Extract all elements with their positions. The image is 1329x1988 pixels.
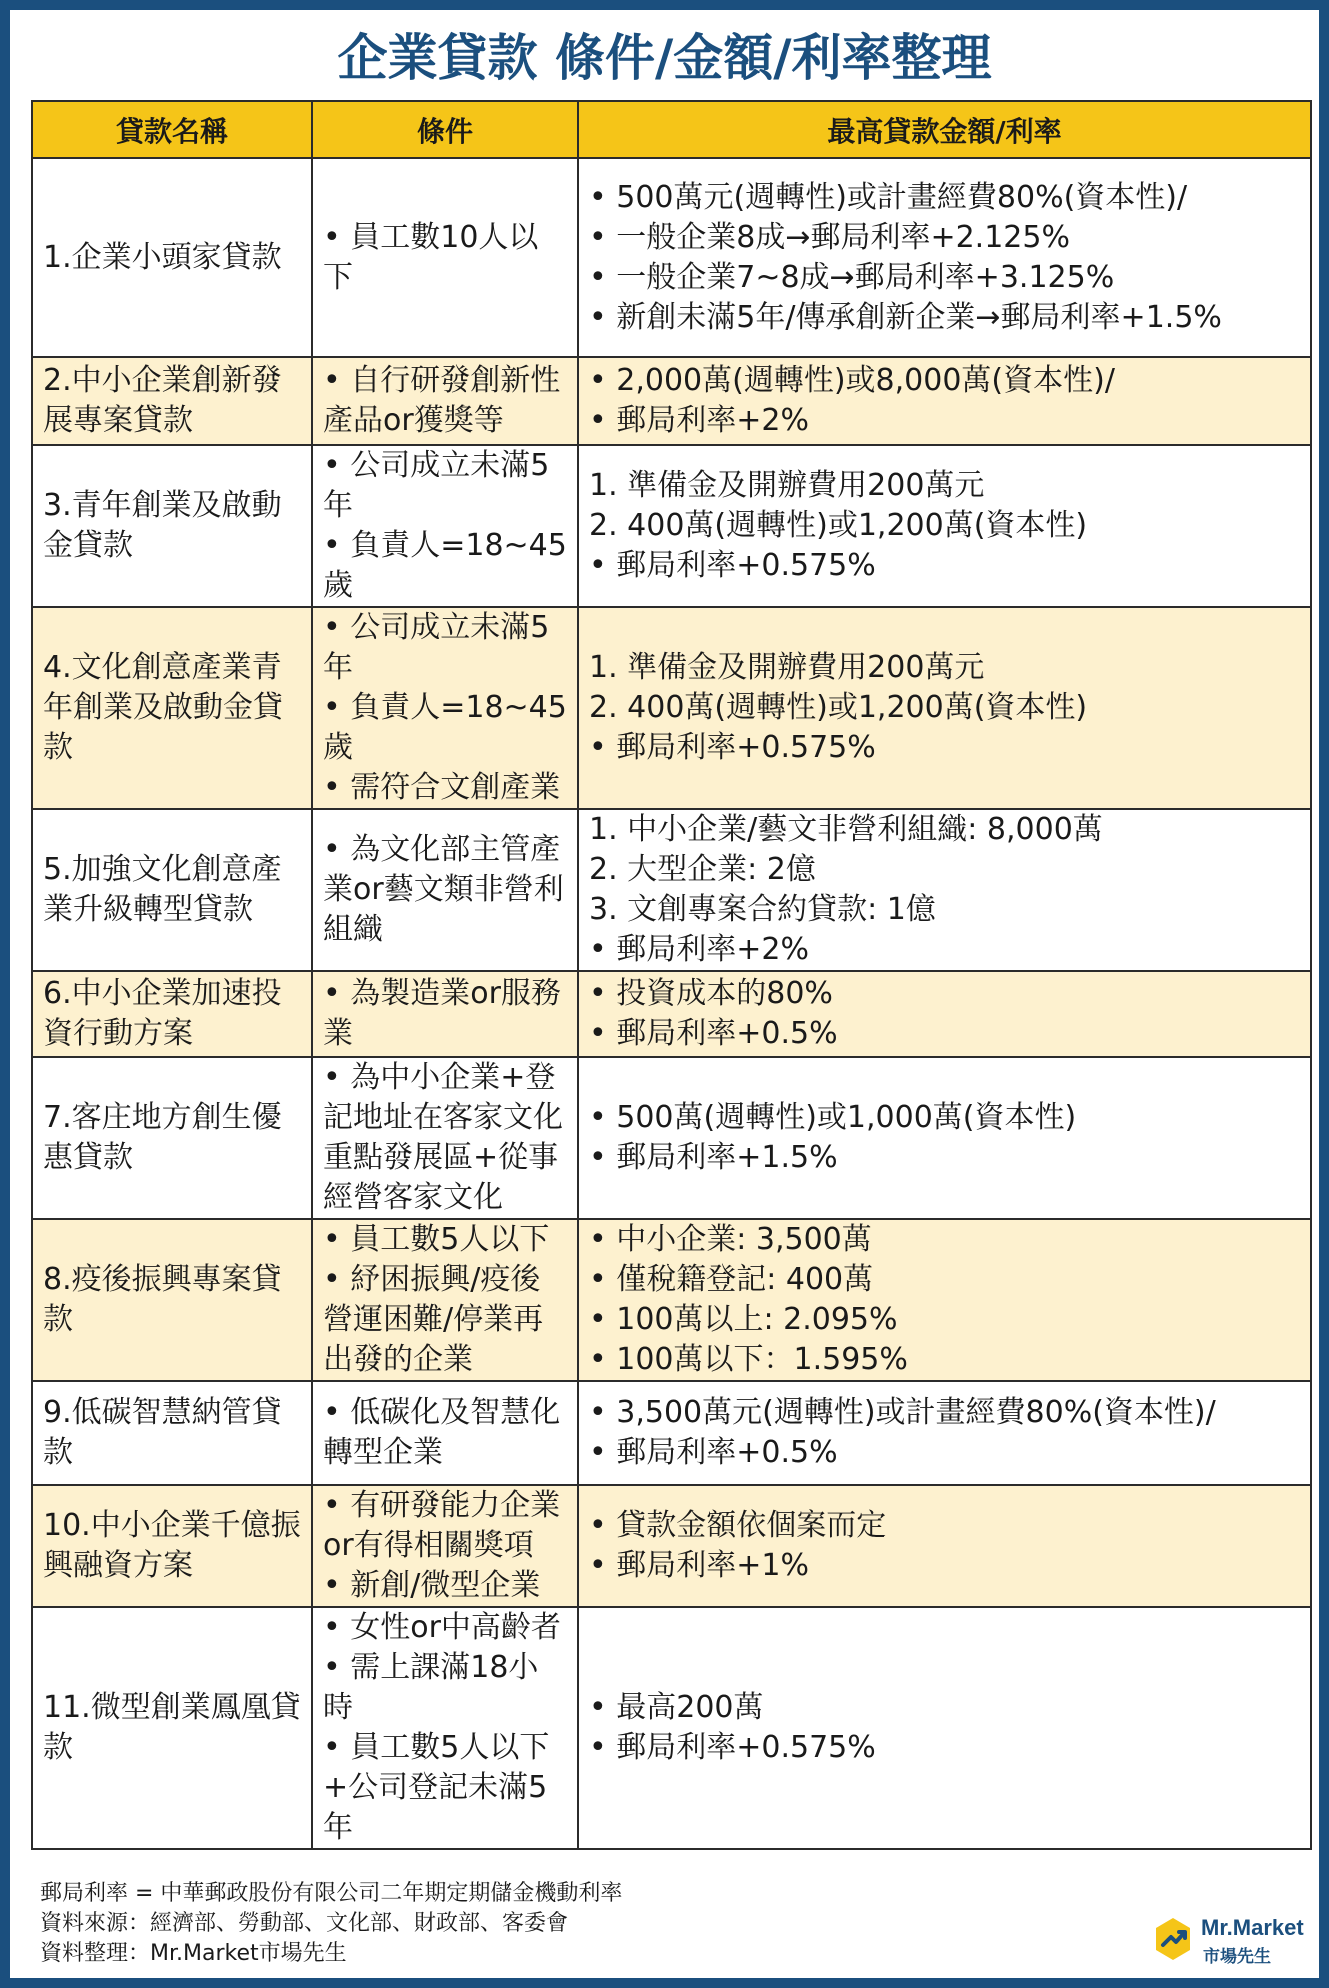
table-row xyxy=(32,445,1311,607)
loan-name: 2.中小企業創新發展專案貸款 xyxy=(43,363,282,438)
amount-rate-item: • 中小企業: 3,500萬 xyxy=(589,1222,872,1257)
brand-name: Mr.Market xyxy=(1201,1915,1304,1940)
amount-rate-item: • 郵局利率+0.575% xyxy=(589,730,876,765)
amount-rate-item: • 貸款金額依個案而定 xyxy=(589,1508,887,1543)
header-max-amount-rate: 最高貸款金額/利率 xyxy=(578,101,1311,158)
amount-rate-item: 1. 中小企業/藝文非營利組織: 8,000萬 xyxy=(589,812,1103,847)
amount-rate-cell xyxy=(578,1057,1311,1219)
amount-rate-item: 1. 準備金及開辦費用200萬元 xyxy=(589,650,985,685)
condition-item: • 為中小企業+登記地址在客家文化重點發展區+從事經營客家文化 xyxy=(323,1060,563,1215)
page-title: 企業貸款 條件/金額/利率整理 xyxy=(337,29,992,87)
conditions-cell xyxy=(312,1485,578,1607)
amount-rate-item: • 2,000萬(週轉性)或8,000萬(資本性)/ xyxy=(589,363,1115,398)
table-row xyxy=(32,357,1311,445)
condition-item: • 女性or中高齡者 xyxy=(323,1610,561,1645)
condition-item: • 有研發能力企業or有得相關獎項 xyxy=(323,1488,561,1563)
amount-rate-item: • 最高200萬 xyxy=(589,1690,764,1725)
condition-item: • 公司成立未滿5年 xyxy=(323,448,550,523)
amount-rate-item: • 郵局利率+2% xyxy=(589,932,809,967)
conditions-cell xyxy=(312,1057,578,1219)
conditions-cell xyxy=(312,1219,578,1381)
loan-name-cell xyxy=(32,809,312,971)
conditions-cell xyxy=(312,357,578,445)
footer-notes xyxy=(40,1879,622,1969)
amount-rate-item: • 僅稅籍登記: 400萬 xyxy=(589,1262,874,1297)
amount-rate-item: 2. 400萬(週轉性)或1,200萬(資本性) xyxy=(589,508,1088,543)
amount-rate-cell xyxy=(578,971,1311,1057)
hexagon-arrows-logo-icon xyxy=(1153,1916,1193,1962)
condition-item: • 紓困振興/疫後營運困難/停業再出發的企業 xyxy=(323,1262,544,1377)
conditions-cell xyxy=(312,445,578,607)
amount-rate-item: • 3,500萬元(週轉性)或計畫經費80%(資本性)/ xyxy=(589,1395,1216,1430)
loan-name-cell xyxy=(32,607,312,809)
condition-item: • 負責人=18~45歲 xyxy=(323,528,567,603)
table-header-row xyxy=(32,101,1311,158)
amount-rate-cell xyxy=(578,357,1311,445)
loan-table-body xyxy=(32,158,1311,1849)
amount-rate-cell xyxy=(578,809,1311,971)
infographic-frame xyxy=(10,10,1319,1978)
amount-rate-item: 2. 400萬(週轉性)或1,200萬(資本性) xyxy=(589,690,1088,725)
footer-note-rate-definition: 郵局利率 = 中華郵政股份有限公司二年期定期儲金機動利率 xyxy=(40,1881,623,1906)
table-row xyxy=(32,971,1311,1057)
loan-name-cell xyxy=(32,1057,312,1219)
loan-name-cell xyxy=(32,445,312,607)
condition-item: • 為製造業or服務業 xyxy=(323,976,561,1051)
conditions-cell xyxy=(312,607,578,809)
loan-name-cell xyxy=(32,971,312,1057)
conditions-cell xyxy=(312,1381,578,1485)
amount-rate-item: 1. 準備金及開辦費用200萬元 xyxy=(589,468,985,503)
brand-mark xyxy=(1153,1912,1323,1968)
amount-rate-cell xyxy=(578,1219,1311,1381)
amount-rate-item: • 500萬元(週轉性)或計畫經費80%(資本性)/ xyxy=(589,179,1188,215)
amount-rate-item: • 投資成本的80% xyxy=(589,976,833,1011)
loan-name: 5.加強文化創意產業升級轉型貸款 xyxy=(43,852,282,927)
conditions-cell xyxy=(312,971,578,1057)
amount-rate-item: • 郵局利率+1.5% xyxy=(589,1140,838,1175)
condition-item: • 為文化部主管產業or藝文類非營利組織 xyxy=(323,832,564,947)
footer-note-source: 資料來源：經濟部、勞動部、文化部、財政部、客委會 xyxy=(40,1911,569,1936)
condition-item: • 自行研發創新性產品or獲獎等 xyxy=(323,363,561,438)
amount-rate-cell xyxy=(578,1381,1311,1485)
conditions-cell xyxy=(312,1607,578,1849)
condition-item: • 負責人=18~45歲 xyxy=(323,690,567,765)
amount-rate-item: • 郵局利率+0.5% xyxy=(589,1435,838,1470)
amount-rate-item: • 郵局利率+0.575% xyxy=(589,1730,876,1765)
loan-name-cell xyxy=(32,357,312,445)
table-row xyxy=(32,1485,1311,1607)
table-row xyxy=(32,607,1311,809)
brand-subtitle: 市場先生 xyxy=(1203,1947,1271,1967)
loan-name: 8.疫後振興專案貸款 xyxy=(43,1262,282,1337)
condition-item: • 員工數5人以下+公司登記未滿5年 xyxy=(323,1730,550,1845)
header-conditions: 條件 xyxy=(312,101,578,158)
loan-name-cell xyxy=(32,1381,312,1485)
amount-rate-cell xyxy=(578,1607,1311,1849)
amount-rate-item: • 一般企業7~8成→郵局利率+3.125% xyxy=(589,259,1115,295)
loan-name: 10.中小企業千億振興融資方案 xyxy=(43,1508,301,1583)
conditions-cell xyxy=(312,809,578,971)
condition-item: • 新創/微型企業 xyxy=(323,1568,541,1603)
loan-name: 11.微型創業鳳凰貸款 xyxy=(43,1690,301,1765)
condition-item: • 需符合文創產業 xyxy=(323,770,561,805)
amount-rate-item: • 郵局利率+0.5% xyxy=(589,1016,838,1051)
table-row xyxy=(32,1381,1311,1485)
loan-name-cell xyxy=(32,1219,312,1381)
table-row xyxy=(32,158,1311,357)
condition-item: • 低碳化及智慧化轉型企業 xyxy=(323,1395,561,1470)
conditions-cell xyxy=(312,158,578,357)
loan-name-cell xyxy=(32,1607,312,1849)
footer-note-compiled-by: 資料整理：Mr.Market市場先生 xyxy=(40,1941,347,1966)
amount-rate-cell xyxy=(578,445,1311,607)
table-row xyxy=(32,1219,1311,1381)
amount-rate-item: • 郵局利率+2% xyxy=(589,403,809,438)
header-loan-name: 貸款名稱 xyxy=(32,101,312,158)
loan-table xyxy=(31,100,1312,1850)
loan-name: 3.青年創業及啟動金貸款 xyxy=(43,488,282,563)
condition-item: • 需上課滿18小時 xyxy=(323,1650,539,1725)
condition-item: • 公司成立未滿5年 xyxy=(323,610,550,685)
amount-rate-item: • 郵局利率+0.575% xyxy=(589,548,876,583)
amount-rate-cell xyxy=(578,158,1311,357)
loan-name-cell xyxy=(32,1485,312,1607)
loan-name: 6.中小企業加速投資行動方案 xyxy=(43,976,282,1051)
amount-rate-item: • 100萬以下：1.595% xyxy=(589,1342,908,1377)
amount-rate-item: • 郵局利率+1% xyxy=(589,1548,809,1583)
loan-name-cell xyxy=(32,158,312,357)
loan-name: 9.低碳智慧納管貸款 xyxy=(43,1395,282,1470)
table-row xyxy=(32,1607,1311,1849)
amount-rate-cell xyxy=(578,607,1311,809)
loan-name: 4.文化創意產業青年創業及啟動金貸款 xyxy=(43,650,283,765)
loan-name: 7.客庄地方創生優惠貸款 xyxy=(43,1100,282,1175)
amount-rate-item: • 100萬以上: 2.095% xyxy=(589,1302,898,1337)
table-row xyxy=(32,809,1311,971)
amount-rate-cell xyxy=(578,1485,1311,1607)
table-row xyxy=(32,1057,1311,1219)
condition-item: • 員工數10人以下 xyxy=(323,219,539,295)
condition-item: • 員工數5人以下 xyxy=(323,1222,550,1257)
amount-rate-item: 3. 文創專案合約貸款: 1億 xyxy=(589,892,936,927)
amount-rate-item: • 新創未滿5年/傳承創新企業→郵局利率+1.5% xyxy=(589,299,1222,335)
loan-name: 1.企業小頭家貸款 xyxy=(43,239,282,275)
amount-rate-item: • 500萬(週轉性)或1,000萬(資本性) xyxy=(589,1100,1077,1135)
amount-rate-item: • 一般企業8成→郵局利率+2.125% xyxy=(589,219,1070,255)
amount-rate-item: 2. 大型企業: 2億 xyxy=(589,852,816,887)
